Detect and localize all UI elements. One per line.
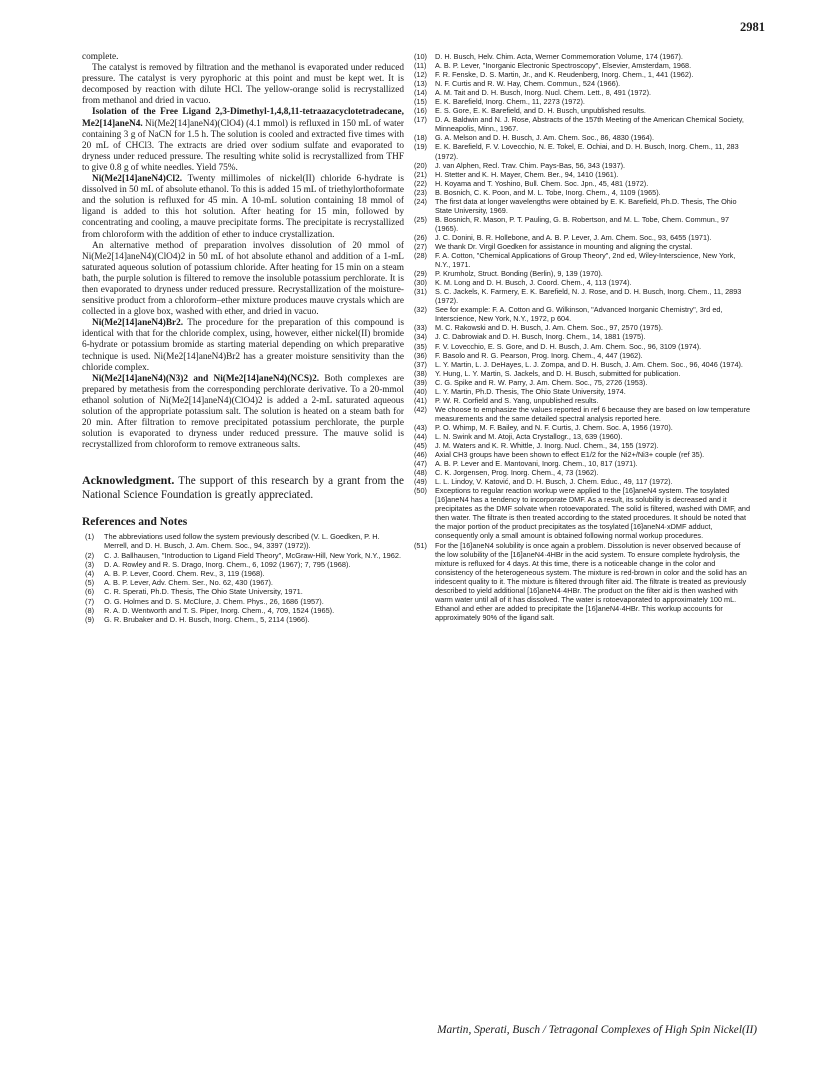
paragraph-heading: Isolation of the Free Ligand 2,3-Dimethyl-1,4,8,11-tetraazacyclotetradecane, Me2[14]aneN4. [82, 107, 404, 129]
reference-text: A. B. P. Lever, "Inorganic Electronic Spectroscopy", Elsevier, Amsterdam, 1968. [435, 61, 692, 71]
reference-text: N. F. Curtis and R. W. Hay, Chem. Commun., 524 (1966). [435, 79, 621, 89]
references-heading: References and Notes [82, 516, 188, 529]
reference-item [414, 432, 752, 441]
reference-number: (28) [414, 251, 427, 261]
reference-text: P. Krumholz, Struct. Bonding (Berlin), 9, 139 (1970). [435, 269, 603, 279]
body-paragraph [82, 241, 404, 319]
reference-text: The abbreviations used follow the system previously described (V. L. Goedken, P. H. Merrell, and D. H. Busch, J. Am. Chem. Soc., 94, 3397 (1972)). [104, 532, 380, 551]
reference-number: (31) [414, 287, 427, 297]
reference-text: E. S. Gore, E. K. Barefield, and D. H. Busch, unpublished results. [435, 106, 646, 116]
reference-item [82, 560, 404, 569]
reference-item [414, 278, 752, 287]
running-footer: Martin, Sperati, Busch / Tetragonal Complexes of High Spin Nickel(II) [437, 1024, 757, 1036]
reference-number: (9) [85, 615, 95, 625]
reference-text: J. C. Donini, B. R. Hollebone, and A. B. P. Lever, J. Am. Chem. Soc., 93, 6455 (1971). [435, 232, 712, 242]
reference-number: (8) [85, 605, 95, 615]
reference-item [414, 332, 752, 341]
reference-number: (34) [414, 332, 427, 342]
reference-item [414, 342, 752, 351]
reference-text: C. R. Sperati, Ph.D. Thesis, The Ohio State University, 1971. [104, 587, 303, 597]
reference-text: D. A. Baldwin and N. J. Rose, Abstracts of the 157th Meeting of the American Chemical Society, Minneapolis, Minn., 1967. [435, 115, 744, 134]
right-column [414, 52, 752, 622]
paragraph-text: The catalyst is removed by filtration and the methanol is evaporated under reduced pressure. The catalyst is very pyrophoric at this point and must be kept wet. It is decomposed by reaction with dilute HCl. The yellow-orange solid is recrystallized from methanol and dried in vacuo. [82, 63, 404, 107]
paragraph-text: The procedure for the preparation of this compound is identical with that for the chloride complex, using, however, either nickel(II) bromide 6-hydrate or potassium bromide as starting material depending on which preparative technique is used. Ni(Me2[14]aneN4)Br2 has a greater moisture sensitivity than the chloride complex. [82, 318, 404, 373]
reference-text: G. R. Brubaker and D. H. Busch, Inorg. Chem., 5, 2114 (1966). [104, 615, 310, 625]
reference-text: F. R. Fenske, D. S. Martin, Jr., and K. Reudenberg, Inorg. Chem., 1, 441 (1962). [435, 70, 694, 80]
body-paragraph [82, 374, 404, 452]
reference-text: For the [16]aneN4 solubility is once again a problem. Dissolution is never observed because of the low solubility of the [16]aneN4·4HBr in the acid system. To ensure complete hydrolysis, the mixture is refluxed for 4 days. At this time, there is a noticeable change in the color and consistency of the heterogeneous system. The mixture is red-brown in color and the solid has an iridescent quality to it. The mixture is filtered through filter aid. The filtrate is treated as previously described to yield additional [16]aneN4·4HBr. The product on the filter aid is then washed with warm water until all of it has dissolved. The water is rotoevaporated to approximately 100 mL. Ethanol and ether are added to precipitate the [16]aneN4·4HBr. This workup accounts for approximately 90% of the ligand salt. [435, 540, 747, 622]
reference-number: (2) [85, 550, 95, 560]
reference-item [414, 387, 752, 396]
reference-item [82, 587, 404, 596]
reference-item [414, 97, 752, 106]
reference-item [414, 541, 752, 622]
reference-number: (40) [414, 386, 427, 396]
reference-text: L. L. Lindoy, V. Katović, and D. H. Busch, J. Chem. Educ., 49, 117 (1972). [435, 477, 673, 487]
reference-number: (32) [414, 305, 427, 315]
reference-text: B. Bosnich, C. K. Poon, and M. L. Tobe, Inorg. Chem., 4, 1109 (1965). [435, 187, 661, 197]
reference-item [414, 269, 752, 278]
reference-number: (47) [414, 459, 427, 469]
reference-text: Y. Hung, L. Y. Martin, S. Jackels, and D. H. Busch, submitted for publication. [435, 368, 681, 378]
paragraph-text: An alternative method of preparation involves dissolution of 20 mmol of Ni(Me2[14]aneN4)(ClO4)2 in 50 mL of hot absolute ethanol and addition of a 1-mL saturated aqueous solution of potassium chloride. After heating for 15 min on a steam bath, the purple solution is filtered to remove the insoluble potassium perchlorate. It is then evaporated to dryness under reduced pressure. Recrystallization of the moisture-sensitive product from a chloroform–ether mixture produces mauve crystals which are collected in a glove box, washed with ether, and dried in vacuo. [82, 240, 404, 318]
reference-item [414, 323, 752, 332]
reference-item [414, 251, 752, 269]
reference-number: (17) [414, 115, 427, 125]
reference-item [414, 88, 752, 97]
reference-item [414, 378, 752, 387]
reference-number: (26) [414, 232, 427, 242]
reference-item [414, 351, 752, 360]
reference-text: H. Koyama and T. Yoshino, Bull. Chem. Soc. Jpn., 45, 481 (1972). [435, 178, 649, 188]
reference-number: (1) [85, 532, 95, 542]
reference-number: (45) [414, 441, 427, 451]
acknowledgment-heading: Acknowledgment. [82, 473, 175, 488]
body-text [82, 52, 404, 451]
reference-item [414, 115, 752, 133]
reference-text: A. B. P. Lever, Adv. Chem. Ser., No. 62, 430 (1967). [104, 578, 273, 588]
reference-text: J. van Alphen, Recl. Trav. Chim. Pays-Bas, 56, 343 (1937). [435, 160, 626, 170]
reference-item [414, 61, 752, 70]
reference-number: (42) [414, 404, 427, 414]
reference-number: (37) [414, 359, 427, 369]
reference-item [414, 170, 752, 179]
reference-item [82, 578, 404, 587]
reference-item [414, 133, 752, 142]
reference-text: C. G. Spike and R. W. Parry, J. Am. Chem. Soc., 75, 2726 (1953). [435, 377, 648, 387]
reference-number: (15) [414, 97, 427, 107]
reference-text: L. Y. Martin, L. J. DeHayes, L. J. Zompa, and D. H. Busch, J. Am. Chem. Soc., 96, 4046 (1974). [435, 359, 743, 369]
paragraph-text: complete. [82, 52, 119, 62]
reference-number: (24) [414, 196, 427, 206]
reference-item [414, 233, 752, 242]
paragraph-text: Ni(Me2[14]aneN4)(ClO4) (4.1 mmol) is refluxed in 150 mL of water containing 3 g of NaCN for 1.5 h. The solution is cooled and extracted five times with 20 mL of CHCl3. The extracts are dried over sodium sulfate and evaporated to dryness under reduced pressure. The resulting white solid is recrystallized from THF to give 0.8 g of white needles. Yield 75%. [82, 118, 404, 173]
reference-item [82, 532, 404, 550]
reference-item [414, 477, 752, 486]
reference-text: F. V. Lovecchio, E. S. Gore, and D. H. Busch, J. Am. Chem. Soc., 96, 3109 (1974). [435, 341, 702, 351]
page-number: 2981 [740, 20, 765, 34]
reference-number: (16) [414, 106, 427, 116]
reference-item [414, 360, 752, 369]
reference-item [82, 615, 404, 624]
reference-number: (36) [414, 350, 427, 360]
reference-text: A. B. P. Lever, Coord. Chem. Rev., 3, 119 (1968). [104, 569, 265, 578]
reference-number: (43) [414, 422, 427, 432]
reference-number: (46) [414, 450, 427, 460]
reference-item [82, 569, 404, 578]
reference-text: O. G. Holmes and D. S. McClure, J. Chem. Phys., 26, 1686 (1957). [104, 596, 324, 606]
reference-number: (29) [414, 269, 427, 279]
reference-text: Axial CH3 groups have been shown to effect E1/2 for the Ni2+/Ni3+ couple (ref 35). [435, 450, 705, 460]
reference-number: (7) [85, 596, 95, 606]
reference-item [414, 468, 752, 477]
reference-item [414, 423, 752, 432]
reference-number: (30) [414, 278, 427, 288]
reference-text: C. J. Ballhausen, "Introduction to Ligand Field Theory", McGraw-Hill, New York, N.Y., 1962. [104, 550, 402, 560]
reference-number: (14) [414, 88, 427, 98]
reference-text: P. W. R. Corfield and S. Yang, unpublished results. [435, 395, 599, 405]
reference-number: (10) [414, 52, 427, 61]
reference-number: (41) [414, 395, 427, 405]
reference-item [82, 551, 404, 560]
reference-number: (48) [414, 468, 427, 478]
reference-number: (18) [414, 133, 427, 143]
reference-item [414, 106, 752, 115]
reference-text: J. C. Dabrowiak and D. H. Busch, Inorg. Chem., 14, 1881 (1975). [435, 332, 646, 342]
reference-number: (19) [414, 142, 427, 152]
reference-item [414, 287, 752, 305]
reference-text: See for example: F. A. Cotton and G. Wilkinson, "Advanced Inorganic Chemistry", 3rd ed, Interscience, New York, N.Y., 1972, p 604. [435, 305, 723, 324]
reference-text: We choose to emphasize the values reported in ref 6 because they are based on low temperature measurements and the same detailed spectral analysis reported here. [435, 404, 751, 423]
reference-text: R. A. D. Wentworth and T. S. Piper, Inorg. Chem., 4, 709, 1524 (1965). [104, 605, 335, 615]
reference-text: J. M. Waters and K. R. Whittle, J. Inorg. Nucl. Chem., 34, 155 (1972). [435, 441, 659, 451]
reference-item [414, 179, 752, 188]
reference-item [414, 52, 752, 61]
reference-number: (3) [85, 559, 95, 569]
reference-number: (12) [414, 70, 427, 80]
body-paragraph [82, 174, 404, 241]
reference-number: (5) [85, 578, 95, 588]
reference-item [414, 188, 752, 197]
body-paragraph [82, 52, 404, 63]
reference-item [414, 459, 752, 468]
paragraph-text: Both complexes are prepared by metathesis from the corresponding perchlorate derivative. To a 20-mmol ethanol solution of Ni(Me2[14]aneN4)(ClO4)2 is added a 2-mL saturated aqueous solution of the appropriate potassium salt. The solution is heated on a steam bath for 20 min. After filtration to remove precipitated potassium perchlorate, the purple solution is evaporated to dryness under reduced pressure. The mauve solid is recrystallized from chloroform to remove extraneous salts. [82, 373, 404, 451]
reference-number: (13) [414, 79, 427, 89]
paragraph-heading: Ni(Me2[14]aneN4)Cl2. [92, 174, 183, 185]
references-list-left [82, 532, 404, 624]
reference-text: The first data at longer wavelengths were obtained by E. K. Barefield, Ph.D. Thesis, The Ohio State University, 1969. [435, 196, 737, 215]
reference-item [414, 305, 752, 323]
reference-number: (38) [414, 368, 427, 378]
reference-text: A. M. Tait and D. H. Busch, Inorg. Nucl. Chem. Lett., 8, 491 (1972). [435, 88, 652, 98]
reference-number: (23) [414, 187, 427, 197]
reference-text: B. Bosnich, R. Mason, P. T. Pauling, G. B. Robertson, and M. L. Tobe, Chem. Commun., 97 (1965). [435, 214, 730, 233]
reference-text: C. K. Jorgensen, Prog. Inorg. Chem., 4, 73 (1962). [435, 468, 599, 478]
reference-text: K. M. Long and D. H. Busch, J. Coord. Chem., 4, 113 (1974). [435, 278, 632, 288]
reference-number: (4) [85, 569, 95, 578]
left-column [82, 52, 404, 624]
reference-text: H. Stetter and K. H. Mayer, Chem. Ber., 94, 1410 (1961). [435, 169, 619, 179]
reference-item [414, 142, 752, 160]
reference-item [82, 606, 404, 615]
paragraph-heading: Ni(Me2[14]aneN4)(N3)2 and Ni(Me2[14]aneN4)(NCS)2. [92, 373, 320, 384]
reference-item [414, 441, 752, 450]
reference-text: D. A. Rowley and R. S. Drago, Inorg. Chem., 6, 1092 (1967); 7, 795 (1968). [104, 559, 351, 569]
reference-text: S. C. Jackels, K. Farmery, E. K. Barefield, N. J. Rose, and D. H. Busch, Inorg. Chem., 11, 2893 (1972). [435, 287, 742, 306]
paragraph-heading: Ni(Me2[14]aneN4)Br2. [92, 318, 184, 329]
reference-number: (50) [414, 486, 427, 496]
reference-number: (21) [414, 169, 427, 179]
reference-text: D. H. Busch, Helv. Chim. Acta, Werner Commemoration Volume, 174 (1967). [435, 52, 683, 61]
reference-number: (22) [414, 178, 427, 188]
reference-number: (35) [414, 341, 427, 351]
reference-number: (39) [414, 377, 427, 387]
reference-text: A. B. P. Lever and E. Mantovani, Inorg. Chem., 10, 817 (1971). [435, 459, 638, 469]
reference-text: Exceptions to regular reaction workup were applied to the [16]aneN4 system. The tosylated [16]aneN4 has a tendency to incorporate DMF. As a result, its solubility is decreased and it precipitates as the DMF solvate when rotoevaporated. The solid is filtered, washed with DMF, and then water. The filtrate is then treated according to the stated procedures. It should be noted that the major portion of the product precipitates as the tosylated [16]aneN4·xDMF adduct, consequently only a small amount is obtained following normal workup procedures. [435, 486, 751, 541]
reference-number: (27) [414, 241, 427, 251]
reference-item [414, 450, 752, 459]
reference-item [414, 197, 752, 215]
reference-item [414, 215, 752, 233]
reference-text: E. K. Barefield, F. V. Lovecchio, N. E. Tokel, E. Ochiai, and D. H. Busch, Inorg. Chem., 11, 283 (1972). [435, 142, 739, 161]
reference-text: L. N. Swink and M. Atoji, Acta Crystallogr., 13, 639 (1960). [435, 431, 623, 441]
acknowledgment [82, 474, 404, 502]
body-paragraph [82, 63, 404, 107]
paragraph-text: Twenty millimoles of nickel(II) chloride 6-hydrate is dissolved in 50 mL of absolute ethanol. To this is added 15 mL of triethylorthoformate and the solution is refluxed for 45 min. A 10-mL solution containing 18 mmol of ligand is added to this hot solution. After heating for 15 min, followed by concentrating and cooling, a mauve precipitate forms. The precipitate is recrystallized from chloroform with the addition of ether to induce crystallization. [82, 174, 404, 240]
reference-item [82, 597, 404, 606]
reference-number: (6) [85, 587, 95, 597]
reference-number: (20) [414, 160, 427, 170]
reference-text: We thank Dr. Virgil Goedken for assistance in mounting and aligning the crystal. [435, 241, 693, 251]
reference-item [414, 79, 752, 88]
references-list-right [414, 52, 752, 622]
acknowledgment-text: The support of this research by a grant from the National Science Foundation is greatly appreciated. [82, 475, 404, 501]
reference-item [414, 396, 752, 405]
reference-text: P. O. Whimp, M. F. Bailey, and N. F. Curtis, J. Chem. Soc. A, 1956 (1970). [435, 422, 673, 432]
body-paragraph [82, 318, 404, 373]
reference-item [414, 242, 752, 251]
reference-number: (51) [414, 540, 427, 550]
reference-item [414, 369, 752, 378]
reference-text: L. Y. Martin, Ph.D. Thesis, The Ohio State University, 1974. [435, 386, 626, 396]
reference-item [414, 70, 752, 79]
reference-item [414, 161, 752, 170]
reference-item [414, 486, 752, 540]
body-paragraph [82, 107, 404, 174]
reference-text: E. K. Barefield, Inorg. Chem., 11, 2273 (1972). [435, 97, 585, 107]
reference-text: F. Basolo and R. G. Pearson, Prog. Inorg. Chem., 4, 447 (1962). [435, 350, 643, 360]
reference-number: (44) [414, 431, 427, 441]
reference-number: (25) [414, 214, 427, 224]
reference-text: F. A. Cotton, "Chemical Applications of Group Theory", 2nd ed, Wiley-Interscience, New York, N.Y., 1971. [435, 251, 736, 270]
reference-text: M. C. Rakowski and D. H. Busch, J. Am. Chem. Soc., 97, 2570 (1975). [435, 323, 663, 333]
reference-item [414, 405, 752, 423]
reference-number: (33) [414, 323, 427, 333]
reference-number: (49) [414, 477, 427, 487]
reference-text: G. A. Melson and D. H. Busch, J. Am. Chem. Soc., 86, 4830 (1964). [435, 133, 655, 143]
reference-number: (11) [414, 61, 427, 71]
